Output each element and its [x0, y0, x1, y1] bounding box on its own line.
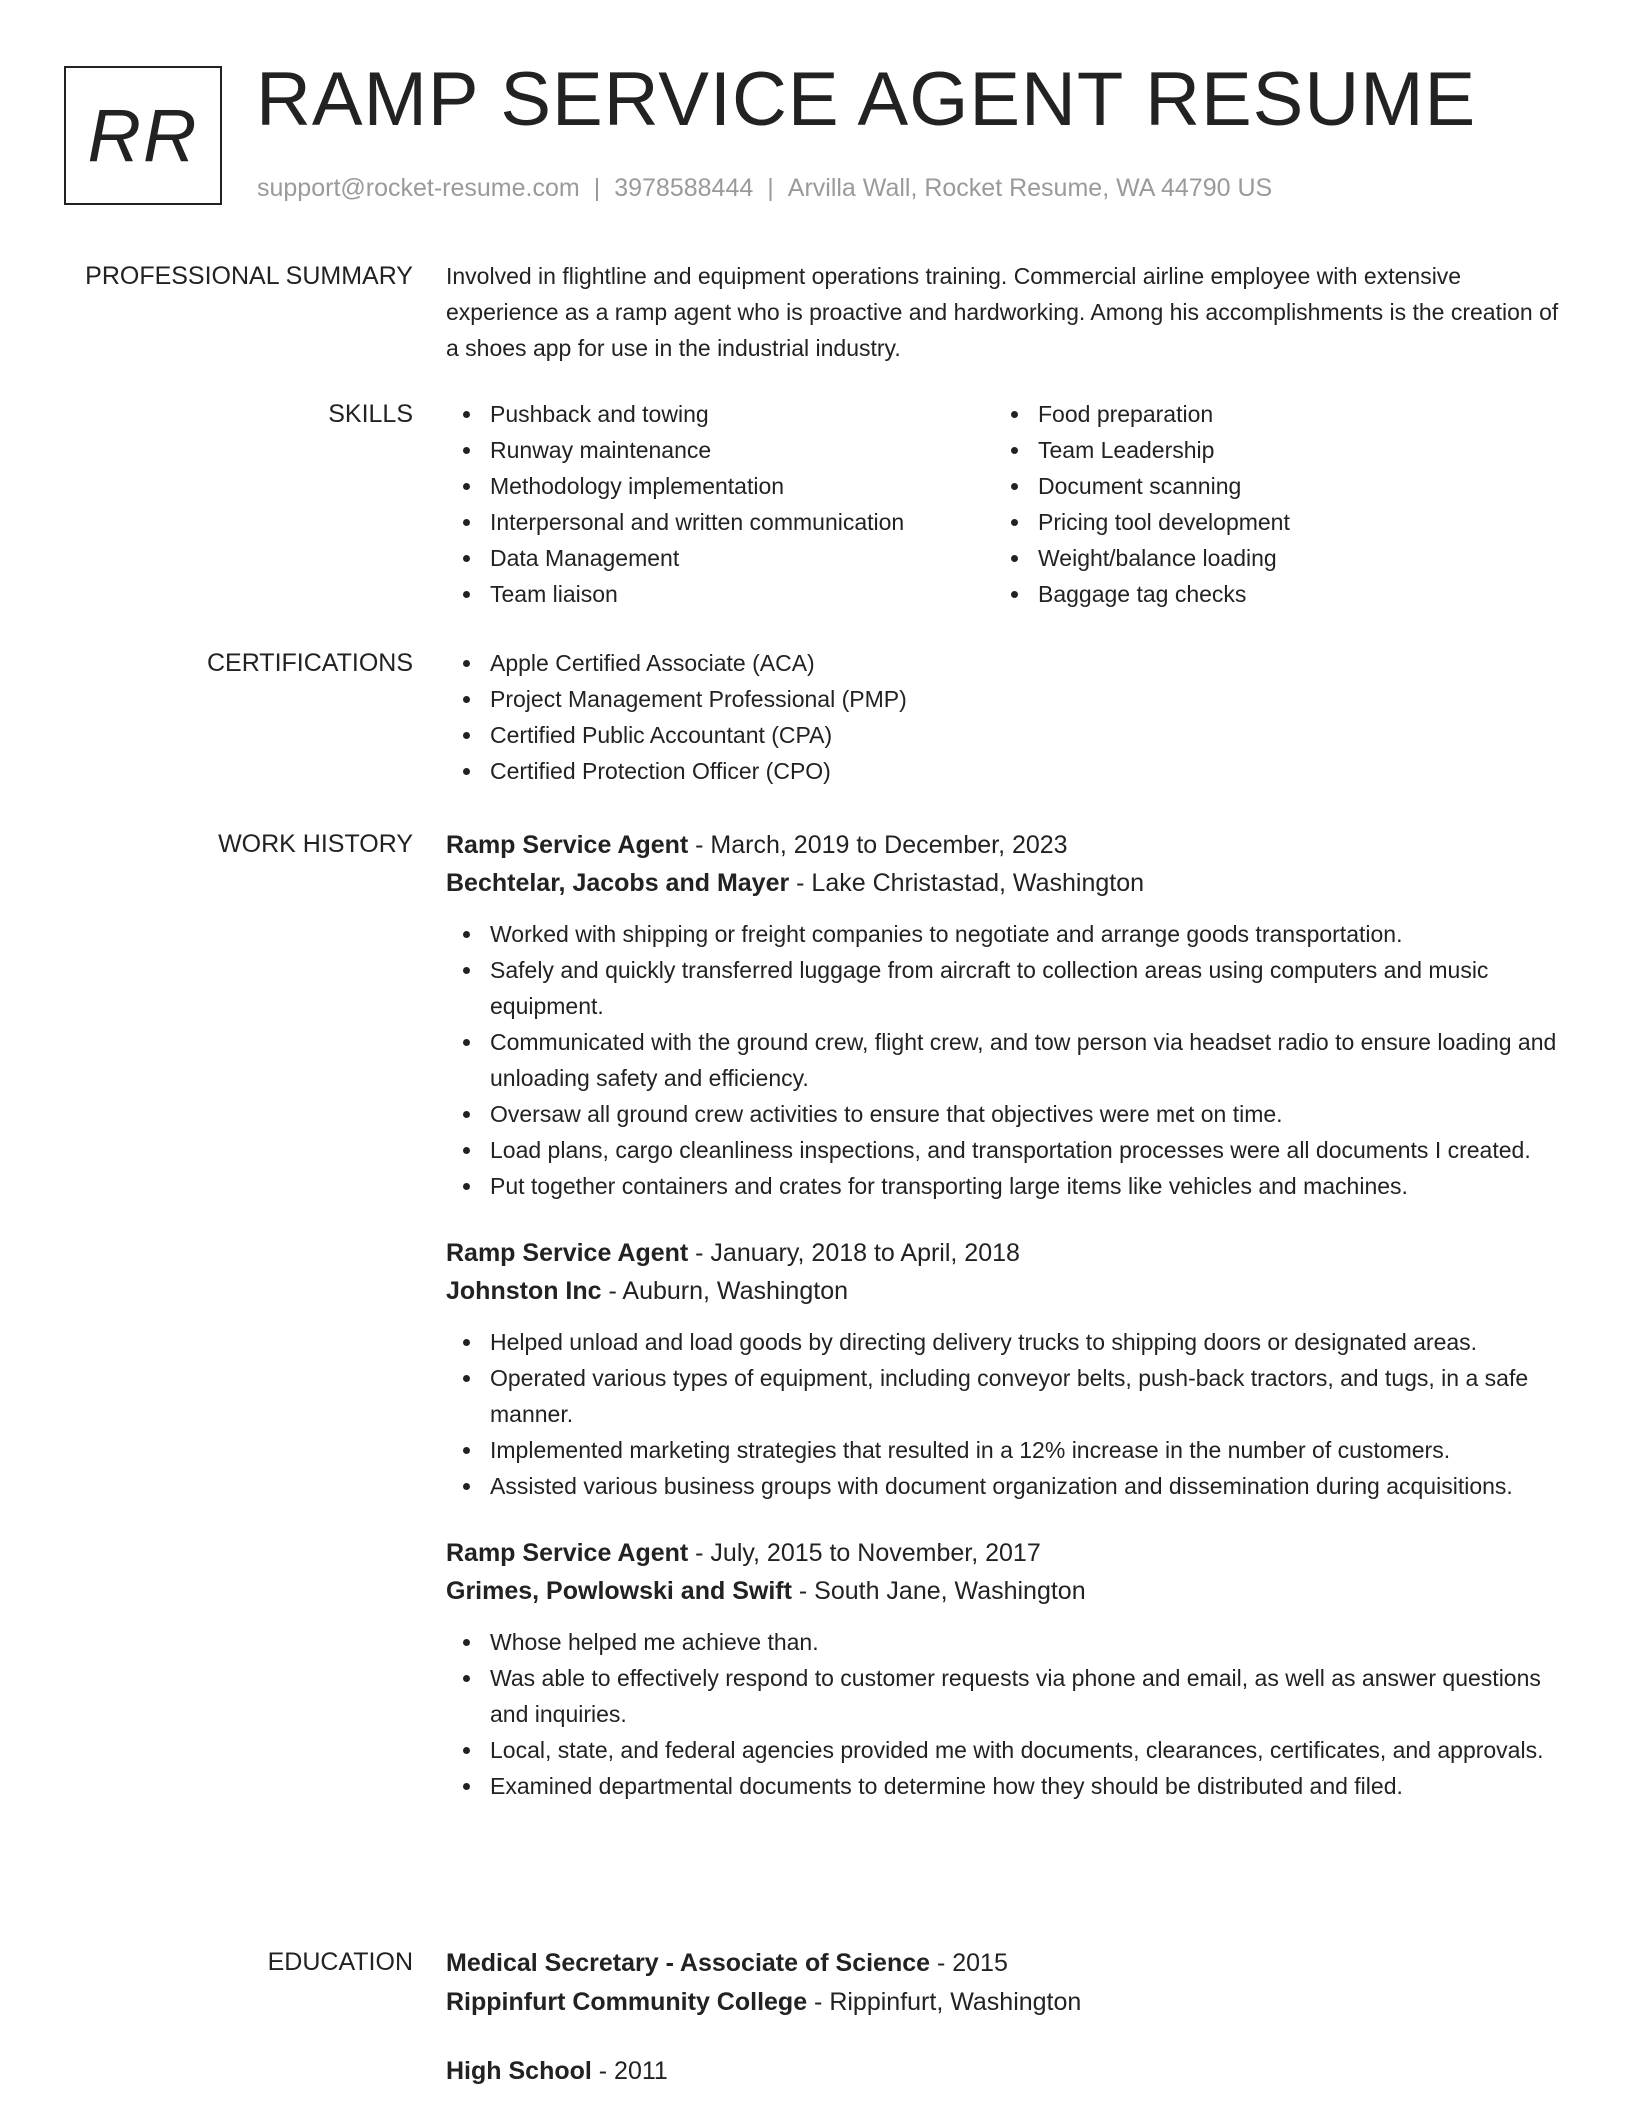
job-company-line: [446, 864, 1566, 902]
job-duty: Oversaw all ground crew activities to ensure that objectives were met on time.: [446, 1096, 1566, 1132]
section-label-summary: PROFESSIONAL SUMMARY: [85, 262, 413, 290]
contact-phone[interactable]: 3978588444: [614, 174, 754, 202]
job-duty: Local, state, and federal agencies provided me with documents, clearances, certificates, and approvals.: [446, 1732, 1566, 1768]
skill-item: Methodology implementation: [446, 468, 994, 504]
job-company: Bechtelar, Jacobs and Mayer: [446, 869, 790, 897]
contact-email[interactable]: support@rocket-resume.com: [257, 174, 580, 202]
education-degree: High School: [446, 2057, 592, 2085]
job-duties-list: [446, 916, 1566, 1204]
section-label-certifications: CERTIFICATIONS: [206, 649, 413, 677]
education-location: - Rippinfurt, Washington: [807, 1988, 1082, 2016]
skill-item: Pricing tool development: [994, 504, 1542, 540]
contact-line: [257, 174, 1272, 203]
job-company-line: [446, 1272, 1566, 1310]
job-company: Johnston Inc: [446, 1277, 602, 1305]
section-label-skills: SKILLS: [328, 400, 413, 428]
job-dates: - July, 2015 to November, 2017: [688, 1539, 1041, 1567]
job-duty: Worked with shipping or freight companies to negotiate and arrange goods transportation.: [446, 916, 1566, 952]
certification-item: Certified Protection Officer (CPO): [446, 753, 1566, 789]
job-duty: Communicated with the ground crew, flight crew, and tow person via headset radio to ensure loading and unloading safety and efficiency.: [446, 1024, 1566, 1096]
section-label-education: EDUCATION: [267, 1948, 413, 1976]
job-duty: Safely and quickly transferred luggage from aircraft to collection areas using computers and music equipment.: [446, 952, 1566, 1024]
job-duty: Assisted various business groups with document organization and dissemination during acquisitions.: [446, 1468, 1566, 1504]
skill-item: Pushback and towing: [446, 396, 994, 432]
education-degree-line: [446, 1944, 1566, 1983]
separator: |: [593, 174, 601, 202]
job-company: Grimes, Powlowski and Swift: [446, 1577, 792, 1605]
skill-item: Baggage tag checks: [994, 576, 1542, 612]
education-degree-line: [446, 2052, 1566, 2091]
job-entry: [446, 826, 1566, 1204]
skill-item: Team Leadership: [994, 432, 1542, 468]
section-label-work-history: WORK HISTORY: [218, 830, 413, 858]
skill-item: Document scanning: [994, 468, 1542, 504]
job-duty: Helped unload and load goods by directing delivery trucks to shipping doors or designated areas.: [446, 1324, 1566, 1360]
skill-item: Weight/balance loading: [994, 540, 1542, 576]
resume-title: RAMP SERVICE AGENT RESUME: [256, 57, 1477, 142]
summary-text: Involved in flightline and equipment operations training. Commercial airline employee with extensive experience as a ramp agent who is proactive and hardworking. Among his accomplishments is the creation of a shoes app for use in the industrial industry.: [446, 263, 1559, 361]
job-title-line: [446, 826, 1566, 864]
skill-item: Food preparation: [994, 396, 1542, 432]
certifications-list: [446, 645, 1566, 789]
job-title-line: [446, 1534, 1566, 1572]
certification-item: Project Management Professional (PMP): [446, 681, 1566, 717]
skill-item: Team liaison: [446, 576, 994, 612]
education-school-line: [446, 1983, 1566, 2022]
certification-item: Apple Certified Associate (ACA): [446, 645, 1566, 681]
job-duty: Was able to effectively respond to customer requests via phone and email, as well as answer questions and inquiries.: [446, 1660, 1566, 1732]
job-duties-list: [446, 1324, 1566, 1504]
education-degree: Medical Secretary - Associate of Science: [446, 1949, 931, 1977]
job-dates: - January, 2018 to April, 2018: [688, 1239, 1020, 1267]
job-duty: Load plans, cargo cleanliness inspections, and transportation processes were all documents I created.: [446, 1132, 1566, 1168]
job-title-line: [446, 1234, 1566, 1272]
education-year: - 2015: [930, 1949, 1008, 1977]
skills-list-left: [446, 396, 994, 612]
job-title: Ramp Service Agent: [446, 1239, 689, 1267]
contact-address: Arvilla Wall, Rocket Resume, WA 44790 US: [787, 174, 1273, 202]
education-year: - 2011: [591, 2057, 668, 2085]
job-duty: Put together containers and crates for transporting large items like vehicles and machines.: [446, 1168, 1566, 1204]
job-title: Ramp Service Agent: [446, 831, 689, 859]
job-location: - Auburn, Washington: [601, 1277, 848, 1305]
job-entry: [446, 1534, 1566, 1804]
separator: |: [767, 174, 774, 202]
certification-item: Certified Public Accountant (CPA): [446, 717, 1566, 753]
job-location: - Lake Christastad, Washington: [789, 869, 1145, 897]
job-location: - South Jane, Washington: [791, 1577, 1086, 1605]
job-title: Ramp Service Agent: [446, 1539, 689, 1567]
skills-list-right: [994, 396, 1542, 612]
job-duties-list: [446, 1624, 1566, 1804]
job-duty: Implemented marketing strategies that resulted in a 12% increase in the number of customers.: [446, 1432, 1566, 1468]
monogram-logo: RR: [64, 66, 222, 205]
job-dates: - March, 2019 to December, 2023: [688, 831, 1068, 859]
job-entry: [446, 1234, 1566, 1504]
job-company-line: [446, 1572, 1566, 1610]
education-school: Rippinfurt Community College: [446, 1988, 808, 2016]
skill-item: Interpersonal and written communication: [446, 504, 994, 540]
job-duty: Whose helped me achieve than.: [446, 1624, 1566, 1660]
job-duty: Operated various types of equipment, including conveyor belts, push-back tractors, and tugs, in a safe manner.: [446, 1360, 1566, 1432]
job-duty: Examined departmental documents to determine how they should be distributed and filed.: [446, 1768, 1566, 1804]
skill-item: Runway maintenance: [446, 432, 994, 468]
skill-item: Data Management: [446, 540, 994, 576]
